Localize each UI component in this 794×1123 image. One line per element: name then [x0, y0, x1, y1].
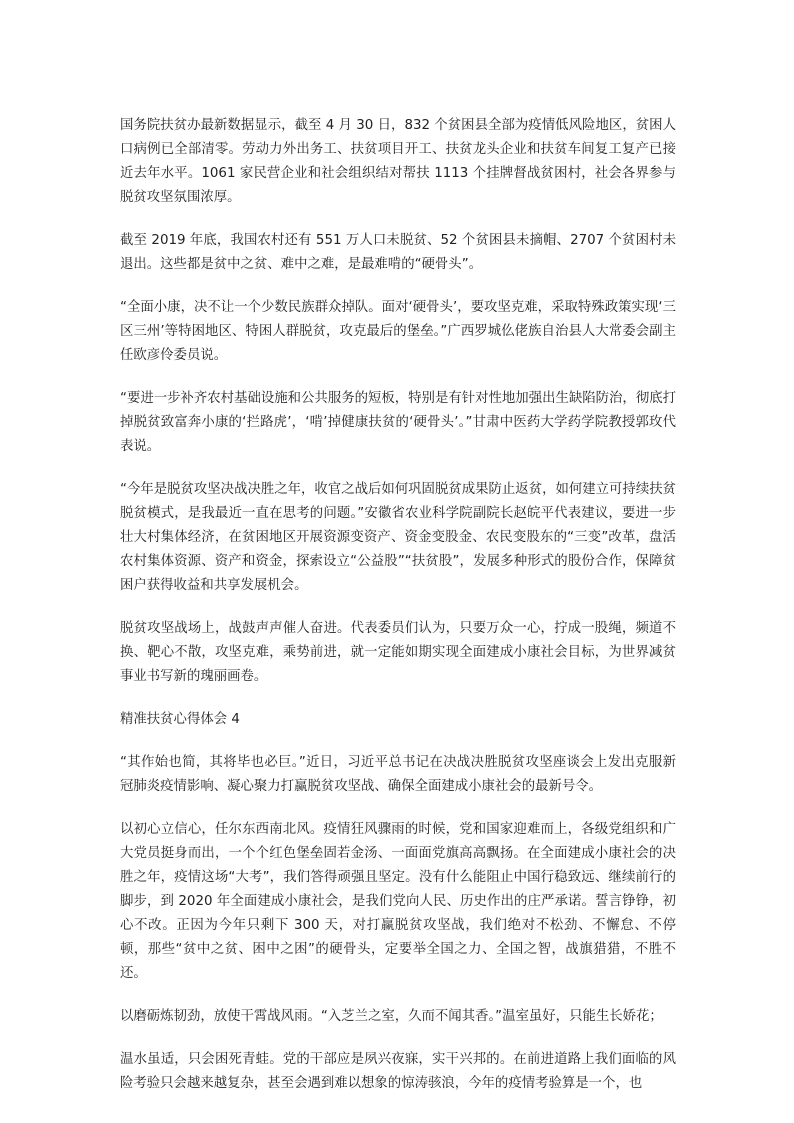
document-page	[120, 114, 676, 1115]
paragraph-quote-zhaowanping: “今年是脱贫攻坚决战决胜之年，收官之战后如何巩固脱贫成果防止返贫，如何建立可持续扶贫脱贫模式，是我最近一直在思考的问题。”安徽省农业科学院副院长赵皖平代表建议，要进一步壮大村集体经济，在贫困地区开展资源变资产、资金变股金、农民变股东的“三变”改革，盘活农村集体资源、资产和资金，探索设立“公益股”“扶贫股”，发展多种形式的股份合作，保障贫困户获得收益和共享发展机会。	[120, 482, 676, 593]
paragraph-poverty-office-data: 国务院扶贫办最新数据显示，截至 4 月 30 日，832 个贫困县全部为疫情低风险地区，贫困人口病例已全部清零。劳动力外出务工、扶贫项目开工、扶贫龙头企业和扶贫车间复工复产已接近去年水平。1061 家民营企业和社会组织结对帮扶 1113 个挂牌督战贫困村，社会各界参与脱贫攻坚氛围浓厚。	[120, 118, 676, 205]
paragraph-quote-ouyanling: “全面小康，决不让一个少数民族群众掉队。面对‘硬骨头’，要攻坚克难，采取特殊政策实现‘三区三州’等特困地区、特困人群脱贫，攻克最后的堡垒。”广西罗城仫佬族自治县人大常委会副主任欧彦伶委员说。	[120, 300, 676, 363]
paragraph-quote-guomei: “要进一步补齐农村基础设施和公共服务的短板，特别是有针对性地加强出生缺陷防治，彻底打掉脱贫致富奔小康的‘拦路虎’，‘啃’掉健康扶贫的‘硬骨头’。”甘肃中医药大学药学院教授郭玫代表说。	[120, 391, 676, 454]
paragraph-end-2019-status: 截至 2019 年底，我国农村还有 551 万人口未脱贫、52 个贫困县未摘帽、2707 个贫困村未退出。这些都是贫中之贫、难中之难，是最难啃的“硬骨头”。	[120, 233, 676, 272]
paragraph-warm-water: 温水虽适，只会困死青蛙。党的干部应是夙兴夜寐，实干兴邦的。在前进道路上我们面临的风险考验只会越来越复杂，甚至会遇到难以想象的惊涛骇浪，今年的疫情考验算是一个，也	[120, 1052, 676, 1091]
paragraph-tempering: 以磨砺炼韧劲，放使干霄战风雨。“入芝兰之室，久而不闻其香。”温室虽好，只能生长娇花；	[120, 1009, 663, 1024]
paragraph-initial-heart: 以初心立信心，任尔东西南北风。疫情狂风骤雨的时候，党和国家迎难而上，各级党组织和广大党员挺身而出，一个个红色堡垒固若金汤、一面面党旗高高飘扬。在全面建成小康社会的决胜之年，疫情这场“大考”，我们答得顽强且坚定。没有什么能阻止中国行稳致远、继续前行的脚步，到 2020 年全面建成小康社会，是我们党向人民、历史作出的庄严承诺。誓言铮铮，初心不改。正因为今年只剩下 300 天，对打赢脱贫攻坚战，我们绝对不松劲、不懈怠、不停顿，那些“贫中之贫、困中之困”的硬骨头，定要举全国之力、全国之智，战旗猎猎，不胜不还。	[120, 822, 676, 981]
paragraph-battlefield: 脱贫攻坚战场上，战鼓声声催人奋进。代表委员们认为，只要万众一心，拧成一股绳，频道不换、靶心不散，攻坚克难，乘势前进，就一定能如期实现全面建成小康社会目标，为世界减贫事业书写新的瑰丽画卷。	[120, 621, 676, 684]
paragraph-xi-quote: “其作始也简，其将毕也必巨。”近日，习近平总书记在决战决胜脱贫攻坚座谈会上发出克服新冠肺炎疫情影响、凝心聚力打赢脱贫攻坚战、确保全面建成小康社会的最新号令。	[120, 755, 676, 794]
section-heading: 精准扶贫心得体会 4	[120, 712, 240, 727]
